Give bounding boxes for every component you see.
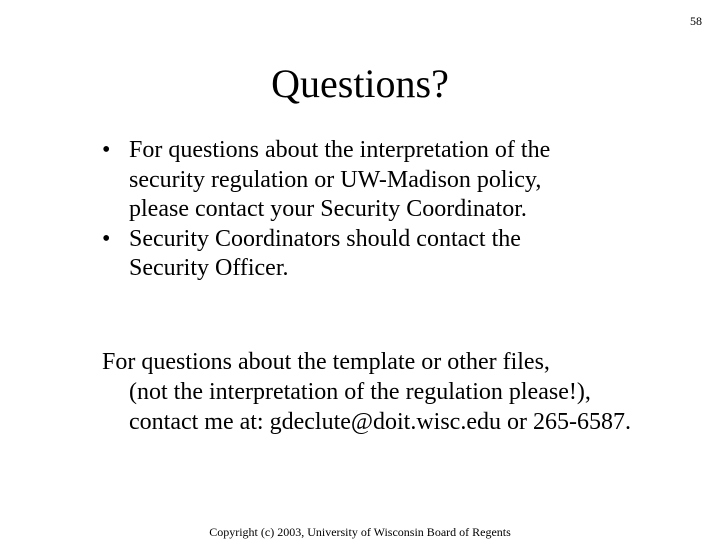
bullet-line: Security Coordinators should contact the	[129, 225, 521, 252]
note-line: For questions about the template or other files,	[102, 349, 550, 375]
copyright-footer: Copyright (c) 2003, University of Wisconsin Board of Regents	[209, 525, 511, 539]
slide-number: 58	[690, 14, 702, 28]
bullet-dot-icon: •	[102, 137, 111, 163]
slide-title: Questions?	[271, 61, 449, 106]
bullet-dot-icon: •	[102, 225, 111, 252]
bullet-list	[102, 136, 662, 284]
bullet-item	[102, 136, 662, 225]
bullet-item	[102, 225, 662, 284]
bullet-line: security regulation or UW-Madison policy,	[129, 166, 542, 193]
note-line: contact me at: gdeclute@doit.wisc.edu or 265-6587.	[129, 409, 631, 435]
contact-note	[102, 347, 682, 437]
bullet-line: please contact your Security Coordinator.	[129, 196, 527, 222]
note-line: (not the interpretation of the regulation please!),	[129, 379, 591, 405]
bullet-line: For questions about the interpretation of the	[129, 137, 551, 163]
bullet-line: Security Officer.	[129, 255, 289, 281]
